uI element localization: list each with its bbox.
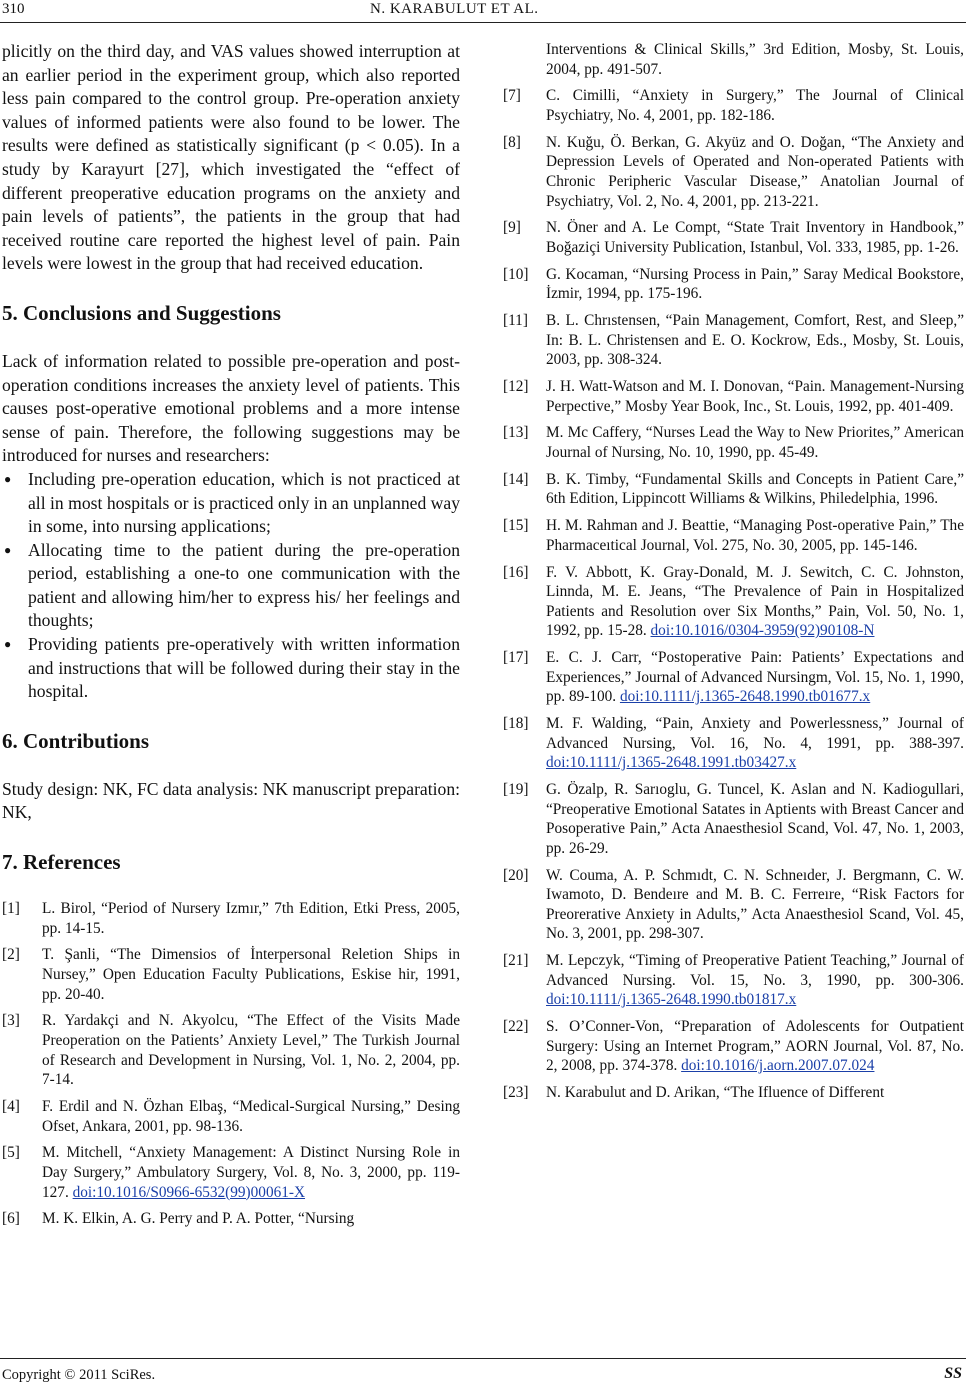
reference-text: F. V. Abbott, K. Gray-Donald, M. J. Sewitch, C. C. Johnston, Linnda, M. E. Jeans, “The Prevalence of Pain in Hospitalized Patients and Resolution over Six Months,” Pain, Vol. 50, No. 1, 1992, pp. 15-28. <box>546 563 964 640</box>
reference-text: T. Şanli, “The Dimensios of İnterpersonal Reletion Ships in Nursey,” Open Education Faculty Publications, Eskise hir, 1991, pp. 20-40. <box>42 946 460 1003</box>
reference-text: M. Mc Caffery, “Nurses Lead the Way to New Priorites,” American Journal of Nursing, No. 10, 1990, pp. 45-49. <box>546 424 964 461</box>
reference-number: [5] <box>2 1144 20 1162</box>
section-heading-contributions: 6. Contributions <box>2 728 150 753</box>
reference-text: F. Erdil and N. Özhan Elbaş, “Medical-Surgical Nursing,” Desing Ofset, Ankara, 2001, pp. 98-136. <box>42 1097 460 1135</box>
reference-text: S. O’Conner-Von, “Preparation of Adolescents for Outpatient Surgery: Using an Internet Program,” AORN Journal, Vol. 87, No. 2, 2008, pp. 374-378. <box>546 1018 964 1075</box>
reference-item <box>2 899 460 938</box>
reference-text: G. Kocaman, “Nursing Process in Pain,” Saray Medical Bookstore, İzmir, 1994, pp. 175-196. <box>546 265 964 303</box>
suggestions-list <box>2 468 460 704</box>
reference-item <box>2 1143 460 1202</box>
reference-number: [17] <box>503 649 529 667</box>
reference-text: E. C. J. Carr, “Postoperative Pain: Patients’ Expectations and Experiences,” Journal of Advanced Nursingm, Vol. 15, No. 1, 1990, pp. 89-100. <box>546 649 964 706</box>
reference-text: B. L. Chrıstensen, “Pain Management, Comfort, Rest, and Sleep,” In: B. L. Christensen and E. O. Kockrow, Eds., Mosby, St. Louis, 2003, pp. 308-324. <box>546 312 964 369</box>
reference-item <box>503 377 964 416</box>
reference-number: [23] <box>503 1084 529 1102</box>
reference-text: G. Özalp, R. Sarıoglu, G. Tuncel, K. Aslan and N. Kadiogullari, “Preoperative Emotional Satates in Aptients with Breast Cancer and Posoperative Pain,” Acta Anaesthesiol Scand, Vol. 47, No. 1, 2003, pp. 26-29. <box>546 781 964 857</box>
reference-text: L. Birol, “Period of Nursery Izmır,” 7th Edition, Etki Press, 2005, pp. 14-15. <box>42 900 460 937</box>
reference-text: M. K. Elkin, A. G. Perry and P. A. Potter, “Nursing <box>42 1210 355 1228</box>
reference-number: [7] <box>503 87 521 105</box>
reference-text: J. H. Watt-Watson and M. I. Donovan, “Pain. Management-Nursing Perpective,” Mosby Year Book, Inc., St. Louis, 1992, pp. 401-409. <box>546 378 964 415</box>
reference-item <box>503 1017 964 1076</box>
doi-link[interactable]: doi:10.1111/j.1365-2648.1990.tb01677.x <box>619 688 871 706</box>
right-column <box>503 40 964 1110</box>
reference-text: N. Karabulut and D. Arikan, “The Ifluence of Different <box>546 1084 885 1102</box>
doi-link[interactable]: doi:10.1016/S0966-6532(99)00061-X <box>72 1183 306 1201</box>
reference-number: [8] <box>503 133 521 151</box>
reference-text: N. Kuğu, Ö. Berkan, G. Akyüz and O. Doğan, “The Anxiety and Depression Levels of Operated and Non-operated Patients with Chronic Peripheric Vascular Disease,” Anatolian Journal of Psychiatry, Vol. 2, No. 4, 2001, pp. 213-221. <box>546 133 964 210</box>
bullet-icon: ● <box>4 637 12 652</box>
conclusions-paragraph: Lack of information related to possible pre-operation and post-operation conditions increases the anxiety level of patients. This causes post-operative emotional problems and a more intense sense of pain. Therefore, the following suggestions may be introduced for nurses and researchers: <box>2 350 460 466</box>
reference-item <box>503 951 964 1010</box>
reference-item <box>503 1083 964 1103</box>
section-heading-conclusions: 5. Conclusions and Suggestions <box>2 300 281 325</box>
reference-item <box>503 563 964 641</box>
reference-item <box>503 648 964 707</box>
reference-number: [16] <box>503 563 529 581</box>
reference-number: [13] <box>503 424 529 442</box>
doi-link[interactable]: doi:10.1111/j.1365-2648.1991.tb03427.x <box>546 754 797 772</box>
reference-number: [6] <box>2 1210 20 1228</box>
reference-text: W. Couma, A. P. Schmıdt, C. N. Schneıder, J. Bergmann, C. W. Iwamoto, D. Bendeıre and M. B. C. Ferreıre, “Risk Factors for Preorerative Anxiety in Adults,” Acta Anaesthesiol Scand, Vol. 45, No. 3, 2001, pp. 298-307. <box>546 866 964 943</box>
reference-item <box>503 311 964 370</box>
reference-text: H. M. Rahman and J. Beattie, “Managing Post-operative Pain,” The Pharmaceıtical Journal, Vol. 275, No. 30, 2005, pp. 145-146. <box>546 517 964 554</box>
reference-number: [3] <box>2 1012 20 1030</box>
journal-abbreviation: SS <box>944 1365 962 1382</box>
page-header <box>0 0 966 23</box>
doi-link[interactable]: doi:10.1016/0304-3959(92)90108-N <box>650 622 875 640</box>
reference-text: Interventions & Clinical Skills,” 3rd Edition, Mosby, St. Louis, 2004, pp. 491-507. <box>546 41 964 78</box>
reference-number: [15] <box>503 517 529 535</box>
reference-text: R. Yardakçi and N. Akyolcu, “The Effect of the Visits Made Preoperation on the Patients’ Anxiety Level,” The Turkish Journal of Research and Development in Nursing, Vol. 1, No. 2, 2004, pp. 7-14. <box>42 1012 460 1089</box>
reference-text: N. Öner and A. Le Compt, “State Trait Inventory in Handbook,” Boğaziçi University Publication, Istanbul, Vol. 333, 1985, pp. 1-26. <box>546 219 964 256</box>
reference-number: [22] <box>503 1018 529 1036</box>
reference-number: [10] <box>503 265 529 283</box>
reference-number: [11] <box>503 312 528 330</box>
reference-item <box>503 780 964 858</box>
running-head: N. KARABULUT ET AL. <box>370 1 539 17</box>
copyright-notice: Copyright © 2011 SciRes. <box>2 1367 156 1383</box>
reference-number: [1] <box>2 900 20 918</box>
reference-list-left <box>2 899 460 1229</box>
reference-item <box>503 133 964 211</box>
intro-paragraph: plicitly on the third day, and VAS values showed interruption at an earlier period in the experiment group, which also reported less pain compared to the control group. Pre-operation anxiety values of informed patients were also found to be lower. The results were defined as statistically significant (p < 0.05). In a study by Karayurt [27], which investigated the “effect of different preoperative education programs on the anxiety and pain levels of patients”, the patients in the group that had received routine care reported the highest level of pain. Pain levels were lowest in the group that had received education. <box>2 41 460 274</box>
reference-text: C. Cimilli, “Anxiety in Surgery,” The Journal of Clinical Psychiatry, No. 4, 2001, pp. 182-186. <box>546 87 964 124</box>
reference-number: [20] <box>503 866 529 884</box>
reference-number: [2] <box>2 946 20 964</box>
section-heading-references: 7. References <box>2 850 121 875</box>
reference-item <box>503 40 964 79</box>
suggestion-text: Including pre-operation education, which is not practiced at all in most hospitals or is practiced only in an unplanned way in some, into nursing applications; <box>28 468 460 537</box>
contributions-paragraph: Study design: NK, FC data analysis: NK manuscript preparation: NK, <box>2 778 460 823</box>
reference-item <box>2 945 460 1004</box>
reference-number: [19] <box>503 781 529 799</box>
reference-item <box>503 470 964 509</box>
page-number: 310 <box>2 1 25 17</box>
bullet-icon: ● <box>4 542 12 557</box>
reference-number: [18] <box>503 715 529 733</box>
doi-link[interactable]: doi:10.1016/j.aorn.2007.07.024 <box>681 1057 875 1075</box>
reference-text: B. K. Timby, “Fundamental Skills and Concepts in Patient Care,” 6th Edition, Lippincott Williams & Wilkins, Philedelphia, 1996. <box>546 470 964 508</box>
bullet-icon: ● <box>4 471 12 486</box>
reference-item <box>503 218 964 257</box>
reference-number: [4] <box>2 1097 20 1115</box>
reference-item <box>503 866 964 944</box>
doi-link[interactable]: doi:10.1111/j.1365-2648.1990.tb01817.x <box>546 991 797 1009</box>
reference-text: M. Mitchell, “Anxiety Management: A Distinct Nursing Role in Day Surgery,” Ambulatory Surgery, Vol. 8, No. 3, 2000, pp. 119-127. <box>42 1144 460 1201</box>
suggestion-item <box>2 633 460 704</box>
reference-item <box>2 1011 460 1089</box>
reference-number: [21] <box>503 952 529 970</box>
reference-number: [12] <box>503 378 529 396</box>
reference-number: [14] <box>503 470 529 488</box>
suggestion-item <box>2 468 460 539</box>
page-footer <box>0 1358 966 1387</box>
suggestion-text: Allocating time to the patient during the pre-operation period, establishing a one-to one communication with the patient and allowing him/her to express his/ her feelings and thoughts; <box>28 539 460 631</box>
reference-item <box>503 86 964 125</box>
reference-number: [9] <box>503 219 521 237</box>
suggestion-item <box>2 539 460 633</box>
suggestion-text: Providing patients pre-operatively with written information and instructions that will be followed during their stay in the hospital. <box>28 634 460 702</box>
reference-item <box>503 423 964 462</box>
reference-item <box>2 1209 460 1229</box>
reference-item <box>2 1097 460 1136</box>
reference-text: M. F. Walding, “Pain, Anxiety and Powerlessness,” Journal of Advanced Nursing, Vol. 16, No. 4, 1991, pp. 388-397. <box>546 715 964 752</box>
reference-text: M. Lepczyk, “Timing of Preoperative Patient Teaching,” Journal of Advanced Nursing. Vol. 15, No. 3, 1990, pp. 300-306. <box>546 952 964 989</box>
left-column <box>2 40 460 1236</box>
reference-item <box>503 265 964 304</box>
reference-item <box>503 714 964 773</box>
reference-item <box>503 516 964 555</box>
reference-list-right <box>503 40 964 1103</box>
